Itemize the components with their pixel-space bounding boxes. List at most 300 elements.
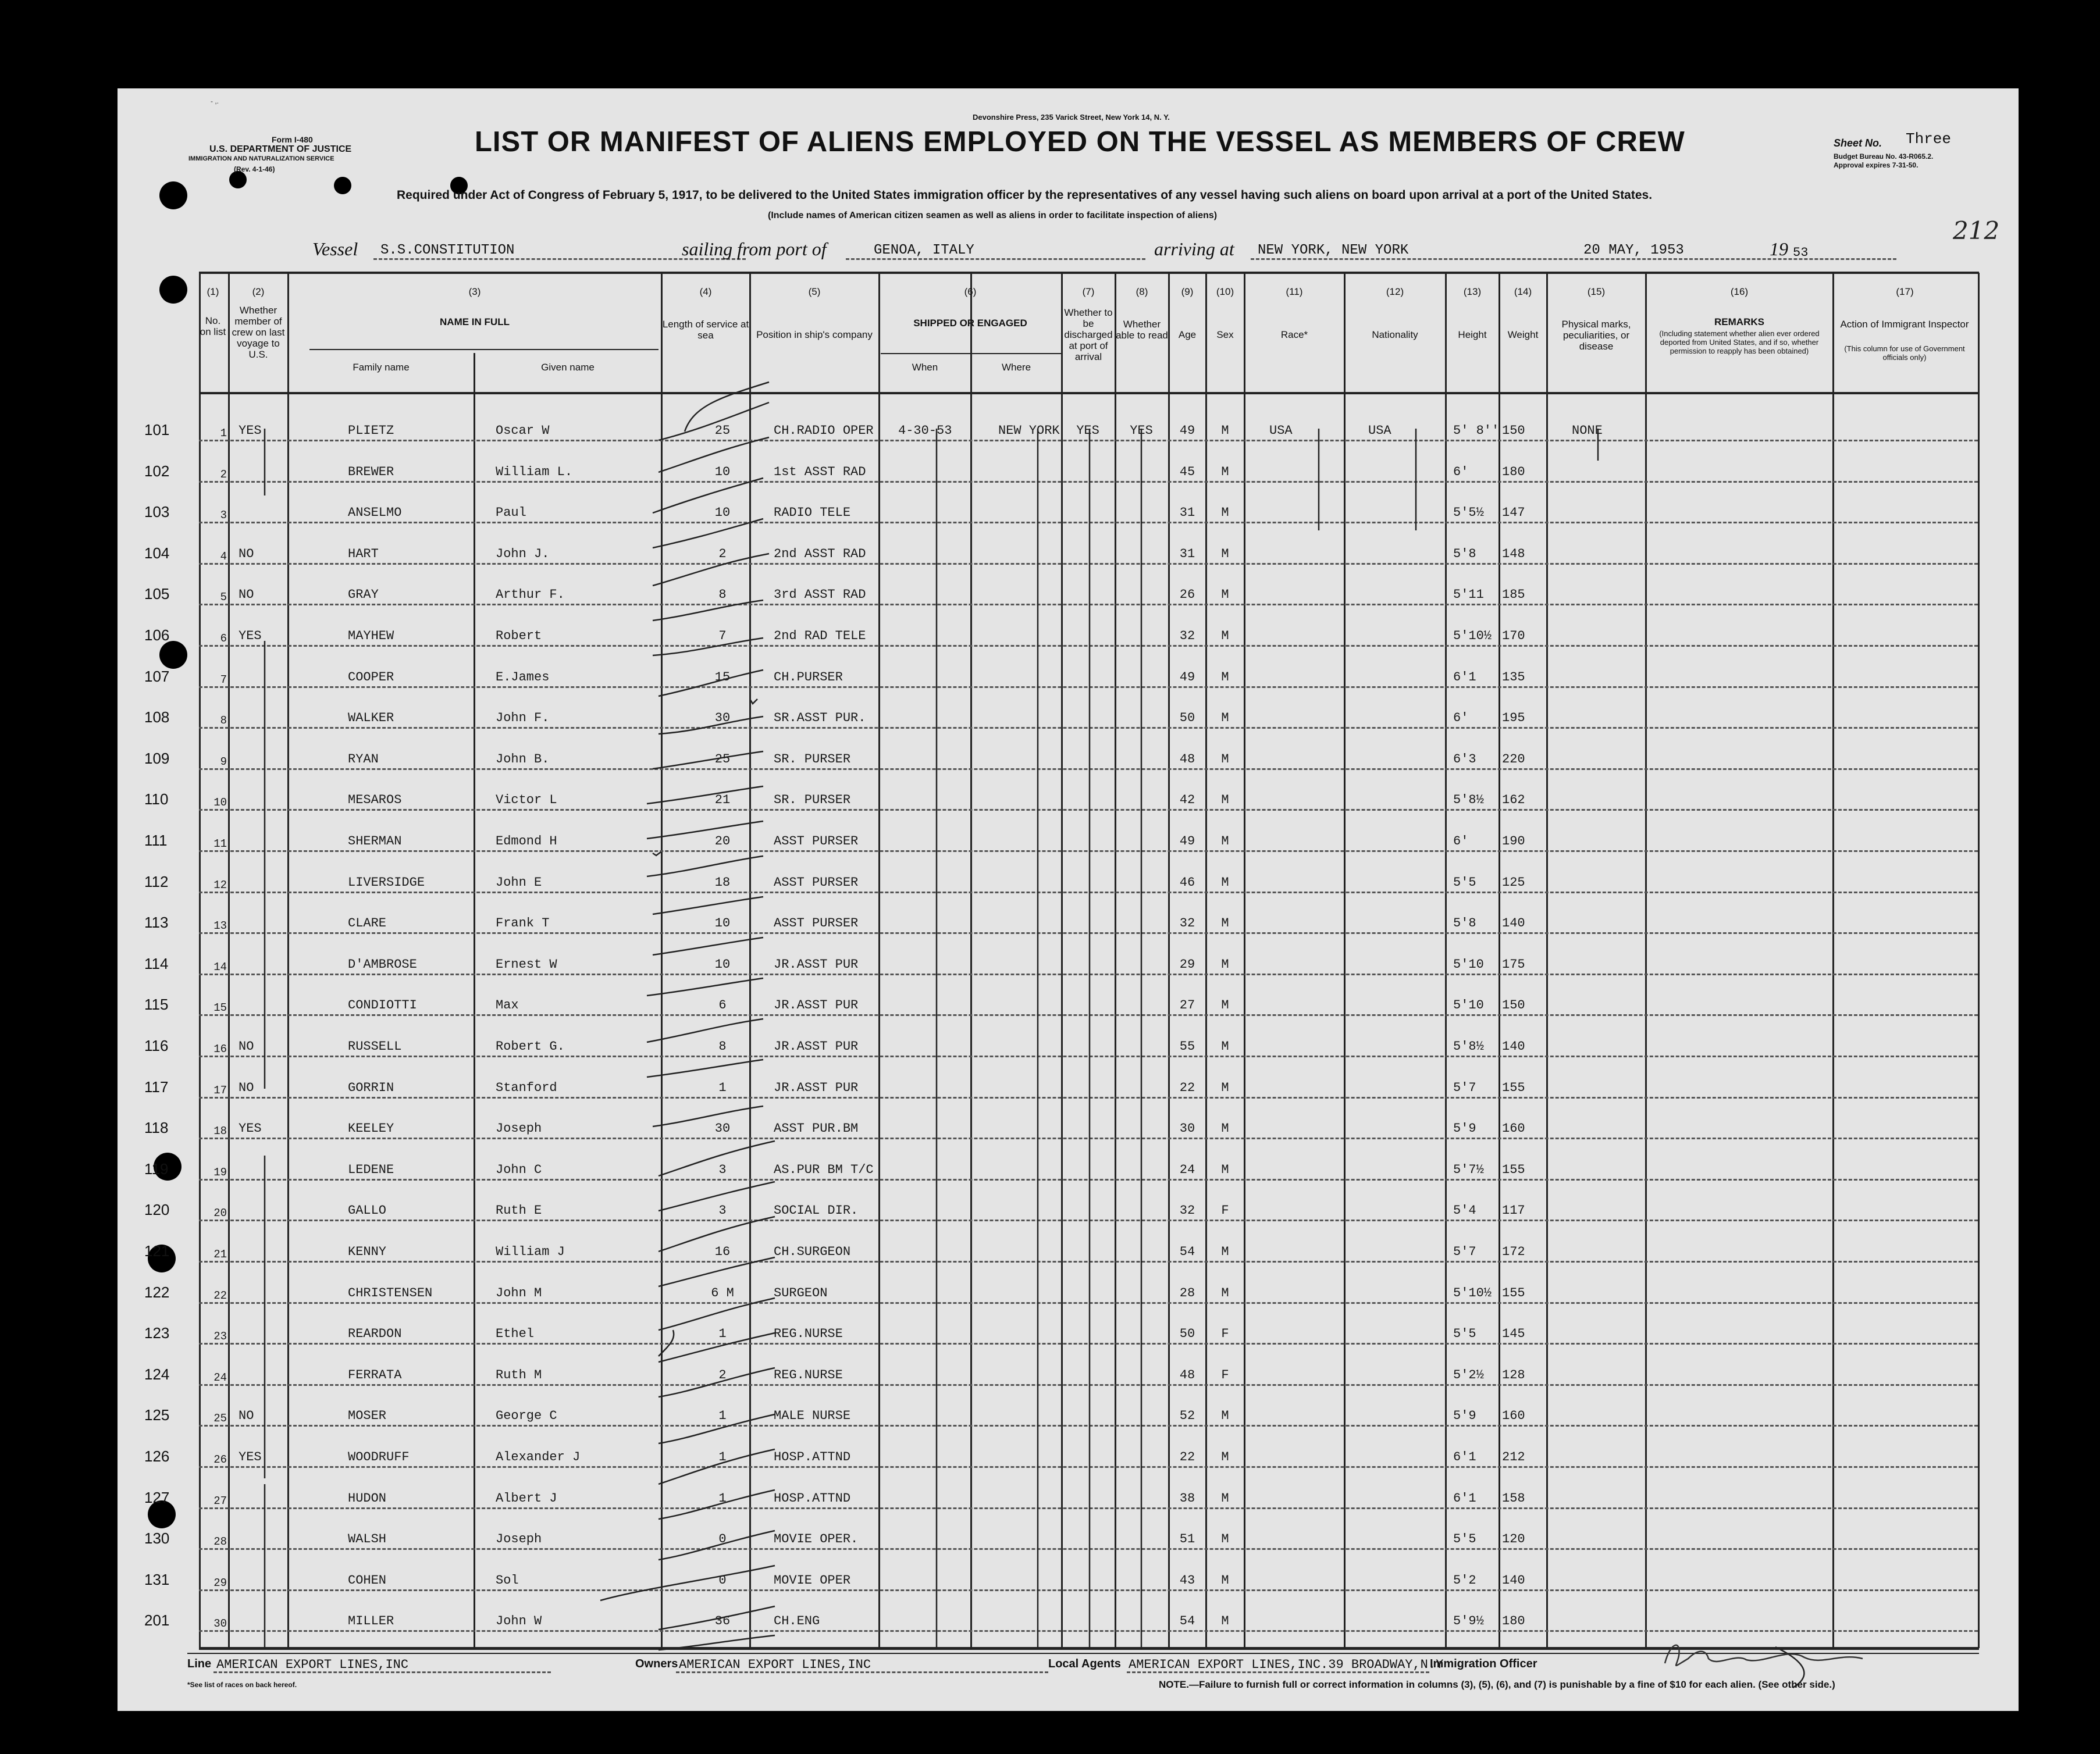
cell-given: Joseph	[496, 1121, 542, 1136]
cell-family: MOSER	[348, 1409, 387, 1423]
cell-no: 3	[220, 509, 227, 522]
margin-number: 118	[144, 1119, 169, 1136]
cell-weight: 172	[1502, 1245, 1525, 1259]
cell-service: 8	[718, 587, 727, 602]
vessel-name: S.S.CONSTITUTION	[380, 243, 515, 258]
cell-no: 16	[213, 1043, 227, 1056]
cell-given: E.James	[496, 670, 550, 685]
cell-no: 10	[213, 796, 227, 809]
cell-prev: NO	[239, 1409, 254, 1423]
cell-given: John B.	[496, 752, 550, 767]
cell-no: 21	[213, 1248, 227, 1261]
cell-weight: 140	[1502, 1573, 1525, 1588]
cell-no: 23	[213, 1330, 227, 1343]
margin-number: 102	[144, 462, 170, 480]
vessel-label: Vessel	[312, 238, 358, 259]
col-number: (6)	[964, 286, 977, 297]
cell-family: HART	[348, 547, 379, 561]
cell-sex: F	[1221, 1327, 1229, 1341]
cell-sex: M	[1221, 1039, 1229, 1054]
cell-sex: M	[1221, 1573, 1229, 1588]
line-label: Line	[187, 1657, 212, 1670]
header-when: When	[912, 362, 938, 373]
cell-age: 55	[1179, 1039, 1195, 1054]
margin-number: 124	[144, 1366, 170, 1383]
cell-weight: 160	[1502, 1409, 1525, 1423]
header-weight: Weight	[1507, 329, 1539, 340]
cell-weight: 140	[1502, 1039, 1525, 1054]
service-name: IMMIGRATION AND NATURALIZATION SERVICE	[188, 155, 334, 162]
cell-family: REARDON	[348, 1327, 402, 1341]
cell-age: 48	[1179, 752, 1195, 767]
cell-given: Ruth E	[496, 1203, 542, 1218]
cell-age: 50	[1179, 711, 1195, 725]
cell-no: 30	[213, 1617, 227, 1630]
margin-number: 116	[144, 1037, 169, 1054]
header-physical-marks: Physical marks, peculiarities, or disease	[1561, 319, 1631, 352]
cell-age: 30	[1179, 1121, 1195, 1136]
cell-weight: 150	[1502, 998, 1525, 1013]
cell-age: 28	[1179, 1286, 1195, 1300]
cell-age: 52	[1179, 1409, 1195, 1423]
cell-sex: M	[1221, 1614, 1229, 1628]
fine-note: NOTE.—Failure to furnish full or correct information in columns (3), (5), (6), and (7) is punishable by a fine of $10 for each alien. (See other side.)	[1159, 1679, 1835, 1690]
cell-height: 5'10½	[1453, 629, 1492, 643]
cell-weight: 170	[1502, 629, 1525, 643]
cell-height: 5'10	[1453, 957, 1484, 972]
arriving-label: arriving at	[1154, 238, 1234, 259]
cell-service: 3	[718, 1203, 727, 1218]
cell-height: 5'4	[1453, 1203, 1476, 1218]
cell-height: 5'8½	[1453, 1039, 1484, 1054]
officer-signature	[1653, 1635, 1898, 1676]
cell-service: 36	[714, 1614, 731, 1628]
cell-height: 6'1	[1453, 670, 1476, 685]
margin-number: 111	[144, 832, 168, 849]
cell-height: 5'9	[1453, 1409, 1476, 1423]
margin-number: 110	[144, 790, 169, 808]
margin-tick: - ,.	[211, 97, 219, 105]
cell-age: 29	[1179, 957, 1195, 972]
cell-service: 1	[718, 1081, 727, 1095]
cell-family: BREWER	[348, 465, 394, 479]
handwritten-marks	[118, 88, 2019, 1711]
required-text: Required under Act of Congress of February 5, 1917, to be delivered to the United States immigration officer by the representatives of any vessel having such aliens on board upon arrival at a port of the United States.	[397, 188, 1653, 202]
form-number: Form I-480	[272, 135, 313, 144]
header-remarks-note: (Including statement whether alien ever ordered deported from United States, and if so, whether permission to reapply has been obtained)	[1659, 329, 1820, 355]
cell-no: 1	[220, 427, 227, 440]
cell-position: CH.RADIO OPER	[774, 423, 874, 438]
cell-position: CH.SURGEON	[774, 1245, 851, 1259]
cell-sex: M	[1221, 670, 1229, 685]
col-number: (16)	[1730, 286, 1749, 297]
header-age: Age	[1178, 329, 1197, 340]
cell-no: 4	[220, 550, 227, 563]
header-sex: Sex	[1216, 329, 1234, 340]
department: U.S. DEPARTMENT OF JUSTICE	[209, 144, 352, 154]
margin-number: 106	[144, 626, 170, 644]
cell-family: WALSH	[348, 1532, 387, 1546]
cell-given: Stanford	[496, 1081, 557, 1095]
cell-prev: YES	[239, 1121, 262, 1136]
header-prior-voyage: Whether member of crew on last voyage to U.S.	[232, 305, 285, 360]
cell-age: 32	[1179, 916, 1195, 931]
margin-number: 117	[144, 1078, 169, 1096]
cell-service: 21	[714, 793, 731, 807]
cell-sex: M	[1221, 1286, 1229, 1300]
cell-given: Albert J	[496, 1491, 557, 1506]
cell-given: Paul	[496, 505, 526, 520]
cell-age: 26	[1179, 587, 1195, 602]
cell-given: Alexander J	[496, 1450, 581, 1464]
margin-number: 103	[144, 503, 170, 521]
cell-given: John E	[496, 875, 542, 890]
header-where: Where	[1001, 362, 1031, 373]
cell-prev: NO	[239, 1081, 254, 1095]
col-number: (10)	[1216, 286, 1234, 297]
cell-weight: 155	[1502, 1163, 1525, 1177]
cell-age: 22	[1179, 1450, 1195, 1464]
cell-height: 5'2	[1453, 1573, 1476, 1588]
cell-no: 15	[213, 1001, 227, 1014]
margin-number: 120	[144, 1201, 170, 1218]
margin-number: 121	[144, 1242, 170, 1260]
cell-family: KEELEY	[348, 1121, 394, 1136]
cell-no: 5	[220, 591, 227, 604]
cell-no: 17	[213, 1084, 227, 1097]
col-number: (3)	[468, 286, 481, 297]
cell-family: MILLER	[348, 1614, 394, 1628]
cell-position: JR.ASST PUR	[774, 1081, 859, 1095]
cell-service: 30	[714, 1121, 731, 1136]
cell-race: USA	[1269, 423, 1293, 438]
margin-number: 125	[144, 1406, 170, 1424]
cell-weight: 148	[1502, 547, 1525, 561]
header-service-length: Length of service at sea	[662, 319, 749, 341]
cell-height: 5'5½	[1453, 505, 1484, 520]
line-value: AMERICAN EXPORT LINES,INC	[216, 1657, 409, 1672]
header-discharged: Whether to be discharged at port of arrival	[1064, 307, 1113, 362]
cell-no: 2	[220, 468, 227, 481]
cell-prev: YES	[239, 1450, 262, 1464]
cell-family: ANSELMO	[348, 505, 402, 520]
cell-height: 5'7	[1453, 1081, 1476, 1095]
cell-position: MOVIE OPER.	[774, 1532, 859, 1546]
cell-family: COOPER	[348, 670, 394, 685]
cell-when: 4-30-53	[898, 423, 952, 438]
cell-no: 12	[213, 879, 227, 892]
cell-service: 2	[718, 547, 727, 561]
cell-given: John W	[496, 1614, 542, 1628]
cell-service: 1	[718, 1327, 727, 1341]
cell-weight: 155	[1502, 1286, 1525, 1300]
cell-no: 22	[213, 1289, 227, 1302]
cell-no: 20	[213, 1207, 227, 1220]
cell-no: 7	[220, 673, 227, 686]
cell-weight: 125	[1502, 875, 1525, 890]
margin-number: 126	[144, 1448, 170, 1465]
cell-weight: 135	[1502, 670, 1525, 685]
col-number: (5)	[808, 286, 821, 297]
cell-service: 15	[714, 670, 731, 685]
cell-sex: M	[1221, 998, 1229, 1013]
cell-position: MOVIE OPER	[774, 1573, 851, 1588]
cell-family: WALKER	[348, 711, 394, 725]
cell-height: 5'2½	[1453, 1368, 1484, 1382]
cell-weight: 220	[1502, 752, 1525, 767]
cell-given: John J.	[496, 547, 550, 561]
header-inspector-note: (This column for use of Government officials only)	[1844, 344, 1965, 362]
header-shipped-engaged: SHIPPED OR ENGAGED	[913, 318, 1027, 329]
cell-position: REG.NURSE	[774, 1327, 843, 1341]
cell-weight: 185	[1502, 587, 1525, 602]
cell-service: 7	[718, 629, 727, 643]
cell-given: Joseph	[496, 1532, 542, 1546]
cell-given: Victor L	[496, 793, 557, 807]
cell-position: REG.NURSE	[774, 1368, 843, 1382]
cell-height: 5'9½	[1453, 1614, 1484, 1628]
cell-age: 32	[1179, 1203, 1195, 1218]
col-number: (4)	[699, 286, 712, 297]
cell-height: 6'	[1453, 711, 1469, 725]
cell-age: 42	[1179, 793, 1195, 807]
cell-sex: M	[1221, 587, 1229, 602]
cell-given: Sol	[496, 1573, 519, 1588]
margin-number: 105	[144, 585, 170, 603]
cell-weight: 140	[1502, 916, 1525, 931]
agents-value: AMERICAN EXPORT LINES,INC.39 BROADWAY,N.Y	[1129, 1657, 1444, 1672]
cell-given: William J	[496, 1245, 565, 1259]
cell-family: GRAY	[348, 587, 379, 602]
cell-sex: M	[1221, 629, 1229, 643]
cell-given: Ruth M	[496, 1368, 542, 1382]
cell-position: AS.PUR BM T/C	[774, 1163, 874, 1177]
col-number: (8)	[1136, 286, 1148, 297]
cell-given: Robert	[496, 629, 542, 643]
cell-position: CH.ENG	[774, 1614, 820, 1628]
cell-family: GORRIN	[348, 1081, 394, 1095]
cell-no: 26	[213, 1453, 227, 1466]
cell-family: D'AMBROSE	[348, 957, 417, 972]
margin-number: 201	[144, 1612, 170, 1629]
cell-position: 1st ASST RAD	[774, 465, 866, 479]
cell-position: 2nd ASST RAD	[774, 547, 866, 561]
cell-family: RYAN	[348, 752, 379, 767]
cell-given: Oscar W	[496, 423, 550, 438]
cell-position: HOSP.ATTND	[774, 1450, 851, 1464]
cell-height: 5'9	[1453, 1121, 1476, 1136]
header-no-on-list: No. on list	[200, 315, 226, 337]
cell-height: 6'	[1453, 834, 1469, 849]
cell-age: 27	[1179, 998, 1195, 1013]
races-note: *See list of races on back hereof.	[187, 1681, 297, 1689]
cell-height: 5'7½	[1453, 1163, 1484, 1177]
cell-family: CLARE	[348, 916, 387, 931]
cell-no: 18	[213, 1125, 227, 1138]
cell-sex: M	[1221, 1121, 1229, 1136]
header-able-to-read: Whether able to read	[1116, 319, 1168, 341]
cell-family: COHEN	[348, 1573, 387, 1588]
header-inspector-action: Action of Immigrant Inspector	[1840, 319, 1969, 330]
cell-age: 43	[1179, 1573, 1195, 1588]
budget-bureau: Budget Bureau No. 43-R065.2.	[1834, 152, 1934, 161]
cell-weight: 155	[1502, 1081, 1525, 1095]
cell-position: RADIO TELE	[774, 505, 851, 520]
margin-number: 108	[144, 708, 170, 726]
cell-no: 28	[213, 1535, 227, 1548]
cell-service: 25	[714, 752, 731, 767]
cell-given: George C	[496, 1409, 557, 1423]
cell-age: 49	[1179, 834, 1195, 849]
cell-service: 1	[718, 1491, 727, 1506]
cell-height: 5'8	[1453, 547, 1476, 561]
cell-family: MAYHEW	[348, 629, 394, 643]
cell-sex: M	[1221, 1163, 1229, 1177]
cell-given: Ethel	[496, 1327, 535, 1341]
col-number: (1)	[207, 286, 219, 297]
cell-height: 6'3	[1453, 752, 1476, 767]
cell-service: 10	[714, 465, 731, 479]
officer-label: Immigration Officer	[1430, 1657, 1537, 1670]
margin-number: 113	[144, 914, 169, 931]
include-note: (Include names of American citizen seamen as well as aliens in order to facilitate inspection of aliens)	[768, 211, 1218, 220]
cell-prev: YES	[239, 423, 262, 438]
col-number: (2)	[252, 286, 265, 297]
cell-age: 54	[1179, 1245, 1195, 1259]
cell-no: 27	[213, 1495, 227, 1507]
cell-position: ASST PUR.BM	[774, 1121, 859, 1136]
cell-age: 31	[1179, 505, 1195, 520]
cell-sex: M	[1221, 1491, 1229, 1506]
revision: (Rev. 4-1-46)	[234, 165, 275, 173]
cell-family: LEDENE	[348, 1163, 394, 1177]
margin-number: 101	[144, 421, 170, 438]
cell-weight: 120	[1502, 1532, 1525, 1546]
cell-age: 49	[1179, 670, 1195, 685]
owners-value: AMERICAN EXPORT LINES,INC	[679, 1657, 871, 1672]
col-number: (17)	[1896, 286, 1914, 297]
cell-sex: M	[1221, 1450, 1229, 1464]
cell-service: 10	[714, 916, 731, 931]
cell-given: Ernest W	[496, 957, 557, 972]
cell-sex: M	[1221, 1409, 1229, 1423]
port-of-departure: GENOA, ITALY	[874, 243, 974, 258]
cell-sex: M	[1221, 834, 1229, 849]
margin-number: 104	[144, 544, 170, 562]
header-position: Position in ship's company	[756, 329, 873, 340]
cell-weight: 162	[1502, 793, 1525, 807]
cell-position: MALE NURSE	[774, 1409, 851, 1423]
cell-nationality: USA	[1368, 423, 1391, 438]
cell-position: SR.ASST PUR.	[774, 711, 866, 725]
cell-weight: 195	[1502, 711, 1525, 725]
cell-weight: 190	[1502, 834, 1525, 849]
port-of-arrival: NEW YORK, NEW YORK	[1258, 243, 1409, 258]
margin-number: 122	[144, 1284, 170, 1301]
cell-service: 3	[718, 1163, 727, 1177]
margin-number: 115	[144, 996, 169, 1013]
cell-sex: M	[1221, 711, 1229, 725]
cell-family: RUSSELL	[348, 1039, 402, 1054]
col-number: (15)	[1587, 286, 1606, 297]
cell-prev: YES	[239, 629, 262, 643]
col-number: (7)	[1082, 286, 1095, 297]
cell-sex: M	[1221, 1532, 1229, 1546]
sailing-label: sailing from port of	[682, 238, 827, 259]
cell-position: CH.PURSER	[774, 670, 843, 685]
cell-sex: M	[1221, 1081, 1229, 1095]
header-given-name: Given name	[541, 362, 595, 373]
cell-service: 16	[714, 1245, 731, 1259]
col-number: (14)	[1514, 286, 1532, 297]
cell-position: 2nd RAD TELE	[774, 629, 866, 643]
cell-family: FERRATA	[348, 1368, 402, 1382]
cell-given: John C	[496, 1163, 542, 1177]
cell-weight: 145	[1502, 1327, 1525, 1341]
agents-label: Local Agents	[1048, 1657, 1121, 1670]
owners-label: Owners	[635, 1657, 678, 1670]
cell-position: ASST PURSER	[774, 834, 859, 849]
cell-position: ASST PURSER	[774, 875, 859, 890]
cell-weight: 180	[1502, 1614, 1525, 1628]
cell-weight: 147	[1502, 505, 1525, 520]
cell-family: GALLO	[348, 1203, 387, 1218]
margin-number: 112	[144, 873, 169, 890]
header-race: Race*	[1280, 329, 1308, 340]
cell-no: 8	[220, 714, 227, 727]
cell-given: John F.	[496, 711, 550, 725]
sheet-label: Sheet No.	[1834, 137, 1882, 149]
header-family-name: Family name	[353, 362, 410, 373]
cell-weight: 117	[1502, 1203, 1525, 1218]
cell-no: 9	[220, 755, 227, 768]
cell-family: KENNY	[348, 1245, 387, 1259]
cell-family: CHRISTENSEN	[348, 1286, 433, 1300]
cell-age: 48	[1179, 1368, 1195, 1382]
page-number: 212	[1953, 216, 2000, 245]
cell-where: NEW YORK	[998, 423, 1060, 438]
cell-height: 5'8½	[1453, 793, 1484, 807]
cell-service: 25	[714, 423, 731, 438]
cell-given: Max	[496, 998, 519, 1013]
cell-position: JR.ASST PUR	[774, 957, 859, 972]
cell-position: JR.ASST PUR	[774, 998, 859, 1013]
cell-weight: 212	[1502, 1450, 1525, 1464]
cell-sex: F	[1221, 1368, 1229, 1382]
cell-service: 1	[718, 1450, 727, 1464]
cell-age: 50	[1179, 1327, 1195, 1341]
cell-height: 5'10½	[1453, 1286, 1492, 1300]
cell-no: 19	[213, 1166, 227, 1179]
cell-height: 5'5	[1453, 1327, 1476, 1341]
cell-no: 25	[213, 1412, 227, 1425]
cell-weight: 180	[1502, 465, 1525, 479]
cell-given: John M	[496, 1286, 542, 1300]
cell-service: 6	[718, 998, 727, 1013]
cell-weight: 175	[1502, 957, 1525, 972]
cell-family: LIVERSIDGE	[348, 875, 425, 890]
cell-service: 0	[718, 1573, 727, 1588]
cell-sex: M	[1221, 547, 1229, 561]
cell-service: 2	[718, 1368, 727, 1382]
margin-number: 119	[144, 1160, 169, 1178]
cell-position: 3rd ASST RAD	[774, 587, 866, 602]
cell-no: 6	[220, 632, 227, 645]
cell-service: 30	[714, 711, 731, 725]
cell-discharged: YES	[1076, 423, 1099, 438]
cell-service: 10	[714, 505, 731, 520]
cell-given: Arthur F.	[496, 587, 565, 602]
